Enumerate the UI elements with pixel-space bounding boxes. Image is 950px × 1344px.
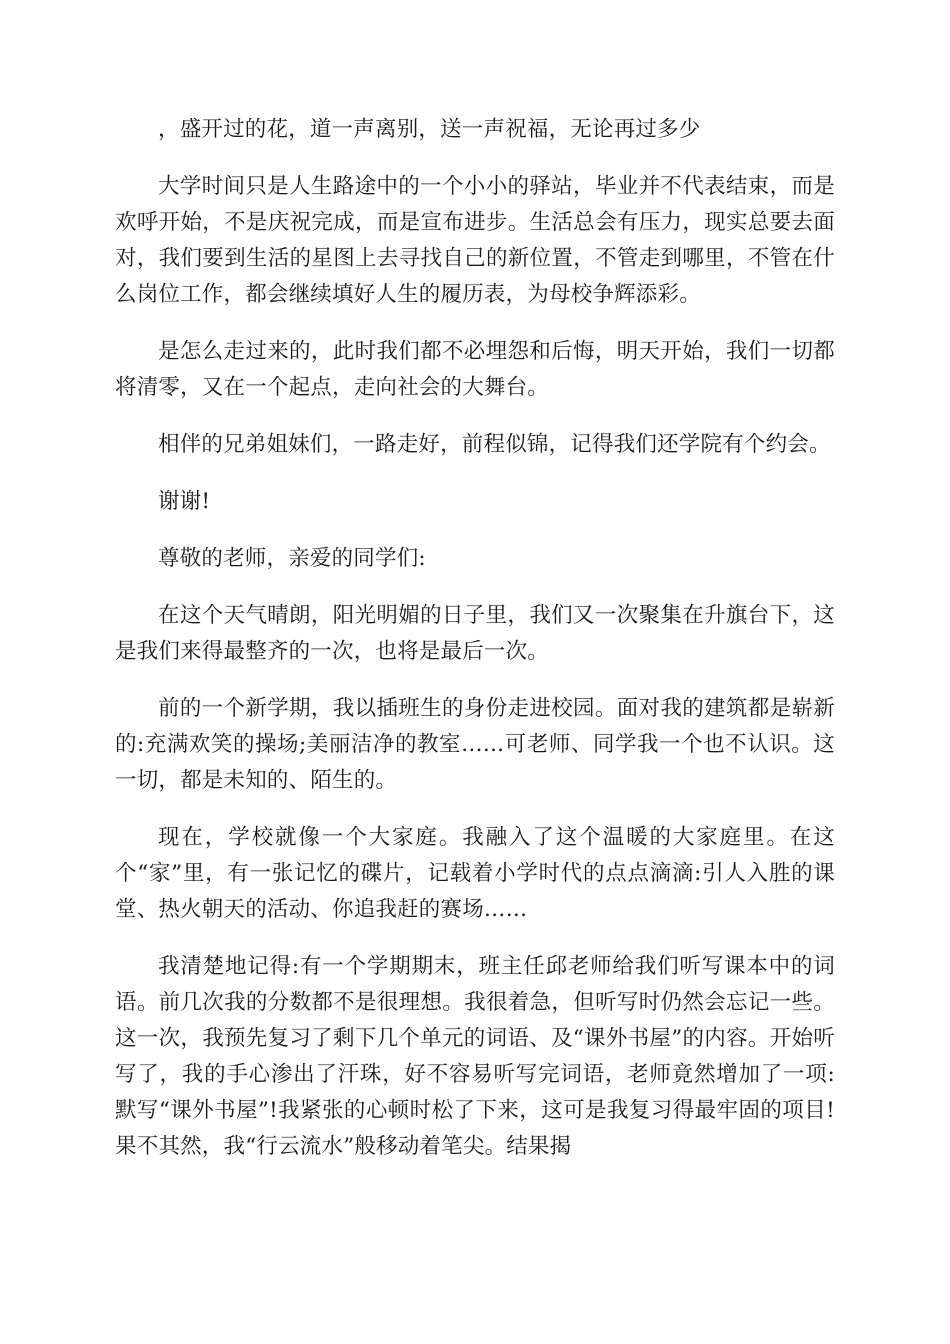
document-body: [115, 112, 835, 1186]
paragraph: 我清楚地记得:有一个学期期末，班主任邱老师给我们听写课本中的词语。前几次我的分数都不是很理想。我很着急，但听写时仍然会忘记一些。这一次，我预先复习了剩下几个单元的词语、及“课外书屋”的内容。开始听写了，我的手心渗出了汗珠，好不容易听写完词语，老师竟然增加了一项:默写“课外书屋”!我紧张的心顿时松了下来，这可是我复习得最牢固的项目!果不其然，我“行云流水”般移动着笔尖。结果揭: [115, 954, 835, 1159]
paragraph: 相伴的兄弟姐妹们，一路走好，前程似锦，记得我们还学院有个约会。: [158, 432, 831, 457]
paragraph: 大学时间只是人生路途中的一个小小的驿站，毕业并不代表结束，而是欢呼开始，不是庆祝完成，而是宣布进步。生活总会有压力，现实总要去面对，我们要到生活的星图上去寻找自己的新位置，不管走到哪里，不管在什么岗位工作，都会继续填好人生的履历表，为母校争辉添彩。: [115, 174, 835, 307]
paragraph: 尊敬的老师，亲爱的同学们:: [158, 546, 426, 571]
paragraph: ，盛开过的花，道一声离别，送一声祝福，无论再过多少: [158, 117, 701, 142]
paragraph: 谢谢!: [158, 489, 211, 514]
paragraph: 现在，学校就像一个大家庭。我融入了这个温暖的大家庭里。在这个“家”里，有一张记忆的碟片，记载着小学时代的点点滴滴:引人入胜的课堂、热火朝天的活动、你追我赶的赛场……: [115, 825, 835, 922]
paragraph: 前的一个新学期，我以插班生的身份走进校园。面对我的建筑都是崭新的:充满欢笑的操场;美丽洁净的教室……可老师、同学我一个也不认识。这一切，都是未知的、陌生的。: [115, 696, 835, 793]
paragraph: 是怎么走过来的，此时我们都不必埋怨和后悔，明天开始，我们一切都将清零，又在一个起点，走向社会的大舞台。: [115, 339, 835, 400]
paragraph: 在这个天气晴朗，阳光明媚的日子里，我们又一次聚集在升旗台下，这是我们来得最整齐的一次，也将是最后一次。: [115, 603, 835, 664]
